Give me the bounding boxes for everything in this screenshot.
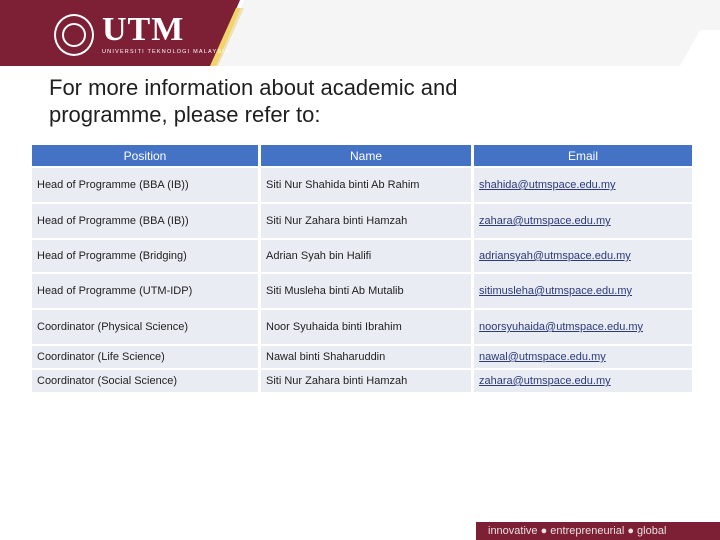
table-header-row xyxy=(32,145,692,166)
email-link[interactable]: zahara@utmspace.edu.my xyxy=(474,370,692,392)
footer-tagline: innovative ● entrepreneurial ● global xyxy=(476,522,720,540)
position-cell: Head of Programme (BBA (IB)) xyxy=(32,204,258,238)
name-cell: Nawal binti Shaharuddin xyxy=(261,346,471,368)
utm-logo xyxy=(54,10,230,60)
table-row xyxy=(32,346,692,368)
table-row xyxy=(32,310,692,344)
email-link[interactable]: noorsyuhaida@utmspace.edu.my xyxy=(474,310,692,344)
email-link[interactable]: shahida@utmspace.edu.my xyxy=(474,168,692,202)
position-cell: Coordinator (Physical Science) xyxy=(32,310,258,344)
name-cell: Siti Nur Shahida binti Ab Rahim xyxy=(261,168,471,202)
email-link[interactable]: zahara@utmspace.edu.my xyxy=(474,204,692,238)
name-cell: Adrian Syah bin Halifi xyxy=(261,240,471,272)
logo-subtitle: UNIVERSITI TEKNOLOGI MALAYSIA xyxy=(102,49,230,55)
logo-word: UTM xyxy=(102,11,185,48)
column-header-email: Email xyxy=(474,145,692,166)
email-link[interactable]: adriansyah@utmspace.edu.my xyxy=(474,240,692,272)
page-title: For more information about academic and programme, please refer to: xyxy=(49,75,458,127)
table-row xyxy=(32,168,692,202)
table-row xyxy=(32,274,692,308)
name-cell: Siti Nur Zahara binti Hamzah xyxy=(261,370,471,392)
name-cell: Siti Nur Zahara binti Hamzah xyxy=(261,204,471,238)
table-row xyxy=(32,204,692,238)
email-link[interactable]: sitimusleha@utmspace.edu.my xyxy=(474,274,692,308)
header-grey-band xyxy=(216,0,720,66)
table-row xyxy=(32,240,692,272)
position-cell: Head of Programme (BBA (IB)) xyxy=(32,168,258,202)
name-cell: Noor Syuhaida binti Ibrahim xyxy=(261,310,471,344)
position-cell: Coordinator (Life Science) xyxy=(32,346,258,368)
crest-icon xyxy=(54,14,94,56)
table-row xyxy=(32,370,692,392)
position-cell: Coordinator (Social Science) xyxy=(32,370,258,392)
column-header-name: Name xyxy=(261,145,471,166)
contact-table xyxy=(29,143,695,394)
position-cell: Head of Programme (Bridging) xyxy=(32,240,258,272)
email-link[interactable]: nawal@utmspace.edu.my xyxy=(474,346,692,368)
column-header-position: Position xyxy=(32,145,258,166)
position-cell: Head of Programme (UTM-IDP) xyxy=(32,274,258,308)
name-cell: Siti Musleha binti Ab Mutalib xyxy=(261,274,471,308)
